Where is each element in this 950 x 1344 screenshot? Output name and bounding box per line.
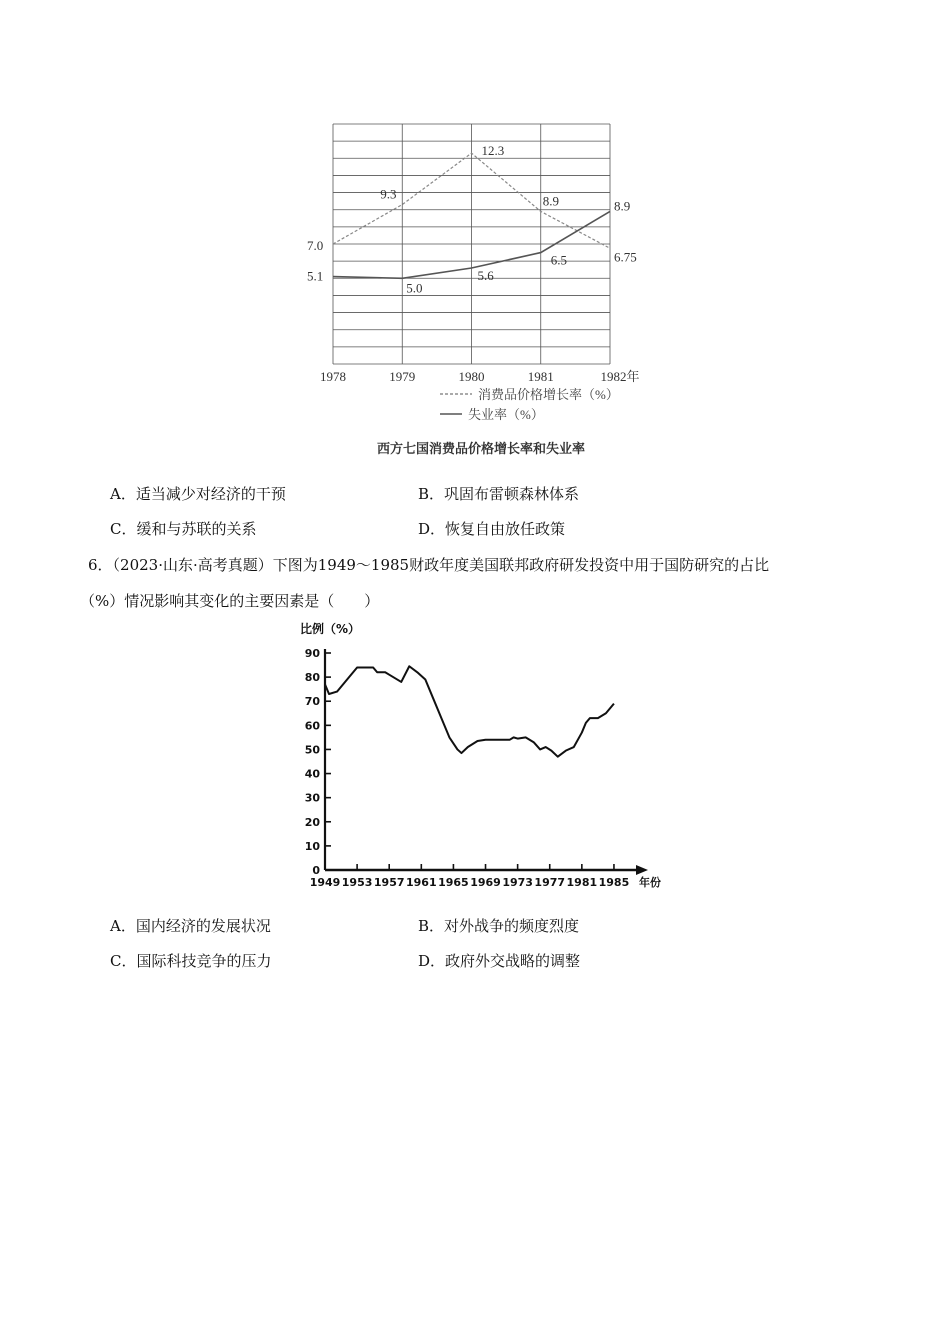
q5-option-c-letter: C． xyxy=(110,520,137,538)
chart1-grid xyxy=(333,124,610,364)
q5-option-a xyxy=(110,483,286,504)
chart2-x-tick-label: 1973 xyxy=(502,876,533,889)
chart2-x-tick-label: 1965 xyxy=(438,876,469,889)
chart-defense-research-share xyxy=(0,615,950,900)
q6-option-d xyxy=(418,950,580,971)
q6-option-a-letter: A． xyxy=(110,917,136,935)
chart2-y-tick-label: 60 xyxy=(304,719,320,733)
chart1-data-label: 5.1 xyxy=(307,268,324,284)
q5-option-d-text: 恢复自由放任政策 xyxy=(445,520,566,538)
q5-option-c xyxy=(110,518,257,539)
chart1-legend xyxy=(440,387,619,422)
q5-option-b-letter: B． xyxy=(418,485,445,503)
chart1-data-label: 6.75 xyxy=(614,249,637,265)
q6-option-b xyxy=(418,915,579,936)
chart2-x-tick-label: 1969 xyxy=(470,876,501,889)
legend-label-cpi: 消费品价格增长率（%） xyxy=(478,387,619,402)
chart1-x-tick-label: 1980 xyxy=(458,369,485,384)
chart2-x-tick-label: 1977 xyxy=(534,876,566,889)
chart2-series xyxy=(325,666,614,756)
chart1-data-label: 8.9 xyxy=(614,198,631,214)
chart1-data-label: 7.0 xyxy=(307,238,324,253)
chart1-x-tick-label: 1982年 xyxy=(600,369,640,384)
chart2-x-tick-label: 1949 xyxy=(309,876,341,889)
chart2-x-tick-label: 1961 xyxy=(406,876,437,889)
chart2-x-axis-label: 年份 xyxy=(639,876,661,889)
q6-option-b-letter: B． xyxy=(418,917,445,935)
chart1-x-ticks xyxy=(320,369,640,384)
chart1-data-label: 5.6 xyxy=(477,268,494,283)
chart2-y-tick-label: 10 xyxy=(304,839,320,853)
q6-option-c-letter: C． xyxy=(110,952,137,970)
chart1-data-label: 8.9 xyxy=(542,193,559,209)
q6-option-c xyxy=(110,950,272,971)
chart1-x-tick-label: 1978 xyxy=(320,369,346,384)
chart2-x-tick-label: 1953 xyxy=(341,876,373,889)
chart2-y-tick-label: 80 xyxy=(304,671,320,685)
chart2-axes xyxy=(325,649,648,875)
chart2-y-tick-label: 50 xyxy=(304,743,320,757)
chart2-y-tick-label: 0 xyxy=(312,864,320,877)
q5-option-d xyxy=(418,518,565,539)
chart2-x-axis-arrow xyxy=(636,865,648,875)
q6-option-d-letter: D． xyxy=(418,952,446,970)
q5-option-b xyxy=(418,483,579,504)
chart1-data-label: 5.0 xyxy=(406,280,423,296)
series-line-defense-share xyxy=(325,666,614,756)
chart2-y-tick-label: 70 xyxy=(304,695,320,709)
chart-cpi-unemployment xyxy=(0,0,950,470)
q6-stem-line1: 6．（2023·山东·高考真题）下图为1949～1985财政年度美国联邦政府研发投资中用于国防研究的占比 xyxy=(88,556,770,574)
q6-option-a xyxy=(110,915,271,936)
chart2-y-label: 比例（%） xyxy=(300,622,361,636)
chart2-x-tick-label: 1981 xyxy=(566,876,598,889)
chart2-y-tick-label: 90 xyxy=(304,647,320,660)
q6-option-b-text: 对外战争的频度烈度 xyxy=(444,917,580,935)
q6-option-a-text: 国内经济的发展状况 xyxy=(135,917,271,935)
chart1-x-tick-label: 1981 xyxy=(527,369,554,384)
q5-option-d-letter: D． xyxy=(418,520,446,538)
chart2-y-tick-label: 30 xyxy=(304,791,320,805)
chart1-data-label: 12.3 xyxy=(481,143,505,159)
q6-stem-line2: （%）情况影响其变化的主要因素是（ ） xyxy=(80,592,380,610)
q6-option-c-text: 国际科技竞争的压力 xyxy=(136,952,272,970)
chart2-y-ticks xyxy=(305,647,331,877)
chart2-y-tick-label: 40 xyxy=(304,767,320,781)
q5-option-a-text: 适当减少对经济的干预 xyxy=(135,485,286,503)
chart2-x-ticks xyxy=(310,864,661,889)
q5-option-c-text: 缓和与苏联的关系 xyxy=(136,520,257,538)
chart1-data-label: 9.3 xyxy=(380,186,397,202)
chart2-x-tick-label: 1957 xyxy=(373,876,405,889)
chart2-x-tick-label: 1985 xyxy=(598,876,630,889)
q6-option-d-text: 政府外交战略的调整 xyxy=(445,952,581,970)
q5-option-a-letter: A． xyxy=(110,485,136,503)
legend-label-unemployment: 失业率（%） xyxy=(468,407,544,422)
chart1-x-tick-label: 1979 xyxy=(389,369,416,384)
chart2-y-tick-label: 20 xyxy=(304,815,320,829)
q5-option-b-text: 巩固布雷顿森林体系 xyxy=(444,485,580,503)
chart1-data-label: 6.5 xyxy=(550,252,567,268)
chart1-title: 西方七国消费品价格增长率和失业率 xyxy=(376,441,586,456)
